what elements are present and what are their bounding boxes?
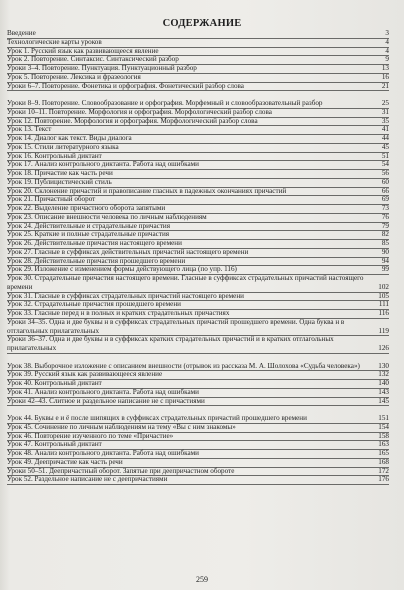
toc-entry-title: Урок 52. Раздельное написание не с деепричастиями: [7, 475, 168, 484]
toc-entry-page: 51: [381, 151, 389, 160]
toc-entry-title: Урок 49. Деепричастие как часть речи: [7, 457, 123, 466]
toc-entry-title: Урок 17. Анализ контрольного диктанта. Работа над ошибками: [7, 160, 199, 169]
toc-entry-page: 172: [378, 466, 389, 475]
toc-entry-title: Урок 47. Контрольный диктант: [7, 440, 102, 449]
toc-entry-page: 90: [381, 247, 389, 256]
toc-entry-title: Уроки 34–35. Одна и две буквы н в суффиксах страдательных причастий прошедшего времени. Одна буква н в отглагольных прилагательных: [7, 317, 345, 335]
toc-entry-page: 158: [378, 431, 389, 440]
toc-entry-page: 73: [381, 204, 389, 212]
toc-entry-page: 99: [381, 265, 389, 274]
toc-entry-title: Урок 14. Диалог как текст. Виды диалога: [7, 134, 132, 142]
toc-entry-title: Урок 44. Буквы е и ё после шипящих в суффиксах страдательных причастий прошедшего времени: [7, 414, 307, 422]
table-of-contents: [7, 30, 389, 485]
toc-entry-page: 13: [381, 64, 389, 72]
toc-entry-title: Урок 27. Гласные в суффиксах действительных причастий настоящего времени: [7, 247, 249, 256]
toc-entry-title: Уроки 50–51. Деепричастный оборот. Запятые при деепричастном обороте: [7, 466, 235, 475]
toc-entry-title: Урок 22. Выделение причастного оборота запятыми: [7, 204, 166, 212]
toc-entry-page: 176: [378, 475, 389, 484]
toc-entry-title: Уроки 8–9. Повторение. Словообразование и орфография. Морфемный и словообразовательный разбор: [7, 99, 323, 107]
toc-entry-page: 111: [378, 300, 389, 309]
toc-entry: [7, 476, 389, 485]
toc-entry-title: Урок 15. Стили литературного языка: [7, 142, 119, 151]
toc-entry-title: Урок 25. Краткие и полные страдательные причастия: [7, 230, 170, 239]
toc-entry-page: 69: [381, 195, 389, 204]
toc-entry: [7, 354, 389, 372]
toc-entry-page: 45: [381, 142, 389, 151]
toc-entry-page: 165: [378, 449, 389, 457]
page-number: 259: [196, 575, 208, 584]
toc-entry-page: 105: [378, 291, 389, 300]
toc-entry-page: 56: [381, 169, 389, 177]
toc-entry-title: Урок 13. Текст: [7, 125, 52, 134]
toc-entry-title: Урок 23. Описание внешности человека по личным наблюдениям: [7, 212, 207, 221]
toc-entry-title: Урок 18. Причастие как часть речи: [7, 169, 113, 177]
toc-entry-page: 143: [378, 387, 389, 396]
toc-entry-page: 54: [381, 160, 389, 169]
toc-entry-title: Урок 40. Контрольный диктант: [7, 379, 102, 387]
toc-entry-title: Урок 39. Русский язык как развивающееся явление: [7, 370, 163, 379]
toc-entry-title: Уроки 6–7. Повторение. Фонетика и орфография. Фонетический разбор слова: [7, 81, 244, 90]
toc-entry-title: Уроки 42–43. Слитное и раздельное написание не с причастиями: [7, 396, 205, 405]
toc-entry-page: 119: [378, 326, 389, 335]
toc-entry-title: Урок 29. Изложение с изменением формы действующего лица (по упр. 116): [7, 265, 237, 274]
toc-entry-title: Уроки 10–11. Повторение. Морфология и орфография. Морфологический разбор слова: [7, 107, 272, 116]
toc-entry-page: 168: [378, 457, 389, 466]
toc-entry-page: 35: [381, 116, 389, 125]
toc-entry-page: 21: [381, 81, 389, 90]
toc-entry-page: 163: [378, 440, 389, 449]
toc-entry-title: Урок 33. Гласные перед н в полных и кратких страдательных причастиях: [7, 309, 230, 317]
toc-entry-title: Уроки 36–37. Одна и две буквы н в суффиксах кратких страдательных причастий и в кратких отглагольных прилагательных: [7, 335, 334, 352]
toc-entry-title: Урок 1. Русский язык как развивающееся явление: [7, 46, 159, 55]
toc-entry-page: 4: [385, 46, 389, 55]
toc-entry-page: 154: [378, 422, 389, 431]
toc-entry-page: 3: [385, 29, 389, 37]
toc-entry-page: 16: [381, 72, 389, 81]
toc-entry-title: Урок 46. Повторение изученного по теме «Причастие»: [7, 431, 174, 440]
toc-entry-title: Урок 41. Анализ контрольного диктанта. Работа над ошибками: [7, 387, 199, 396]
toc-entry-page: 85: [381, 239, 389, 247]
toc-entry-page: 41: [381, 125, 389, 134]
toc-entry-page: 31: [381, 107, 389, 116]
toc-entry-title: Урок 45. Сочинение по личным наблюдениям на тему «Вы с ним знакомы»: [7, 422, 236, 431]
toc-entry-page: 102: [378, 282, 389, 291]
toc-entry-page: 145: [378, 396, 389, 405]
toc-entry-page: 151: [378, 414, 389, 422]
toc-entry: [7, 91, 389, 109]
toc-entry-page: 76: [381, 212, 389, 221]
toc-entry-title: Урок 28. Действительные причастия прошедшего времени: [7, 256, 186, 265]
toc-entry-page: 130: [378, 361, 389, 370]
toc-entry: [7, 398, 389, 407]
toc-entry-page: 82: [381, 230, 389, 239]
toc-entry-page: 140: [378, 379, 389, 387]
toc-entry: [7, 83, 389, 92]
toc-entry-title: Урок 38. Выборочное изложение с описанием внешности (отрывок из рассказа М. А. Шолохова «Судьба человека»): [7, 361, 360, 370]
toc-entry: [7, 319, 389, 337]
toc-entry-page: 116: [378, 309, 389, 317]
toc-entry-title: Урок 48. Анализ контрольного диктанта. Работа над ошибками: [7, 449, 199, 457]
toc-entry-title: Урок 32. Страдательные причастия прошедшего времени: [7, 300, 181, 309]
toc-entry-page: 44: [381, 134, 389, 142]
toc-entry-page: 126: [378, 344, 389, 352]
toc-entry-title: Урок 24. Действительные и страдательные причастия: [7, 221, 171, 230]
toc-entry-title: Урок 12. Повторение. Морфология и орфография. Морфологический разбор слова: [7, 116, 258, 125]
toc-entry: [7, 275, 389, 293]
toc-entry-title: Урок 30. Страдательные причастия настоящего времени. Гласные в суффиксах страдательных причастий настоящего времени: [7, 274, 364, 291]
toc-entry-title: Уроки 3–4. Повторение. Пунктуация. Пунктуационный разбор: [7, 64, 197, 72]
toc-entry-page: 60: [381, 177, 389, 186]
toc-entry-title: Урок 26. Действительные причастия настоящего времени: [7, 239, 182, 247]
toc-entry-title: Урок 31. Гласные в суффиксах страдательных причастий настоящего времени: [7, 291, 244, 300]
toc-entry-title: Урок 5. Повторение. Лексика и фразеология: [7, 72, 141, 81]
toc-entry-page: 79: [381, 221, 389, 230]
toc-entry-title: Урок 16. Контрольный диктант: [7, 151, 102, 160]
toc-entry-page: 94: [381, 256, 389, 265]
toc-entry-page: 4: [385, 37, 389, 46]
toc-entry-page: 25: [381, 99, 389, 107]
toc-entry-page: 9: [385, 55, 389, 64]
toc-entry-page: 66: [381, 186, 389, 195]
toc-entry-title: Урок 19. Публицистический стиль: [7, 177, 112, 186]
toc-entry-page: 132: [378, 370, 389, 379]
toc-entry-title: Введение: [7, 29, 36, 37]
toc-entry-title: Урок 20. Склонение причастий и правописание гласных в падежных окончаниях причастий: [7, 186, 287, 195]
toc-entry: [7, 406, 389, 424]
page-title: СОДЕРЖАНИЕ: [162, 18, 242, 29]
toc-entry-title: Урок 21. Причастный оборот: [7, 195, 96, 204]
toc-entry-title: Урок 2. Повторение. Синтаксис. Синтаксический разбор: [7, 55, 179, 64]
toc-entry-title: Технологические карты уроков: [7, 37, 102, 46]
toc-entry: [7, 336, 389, 354]
